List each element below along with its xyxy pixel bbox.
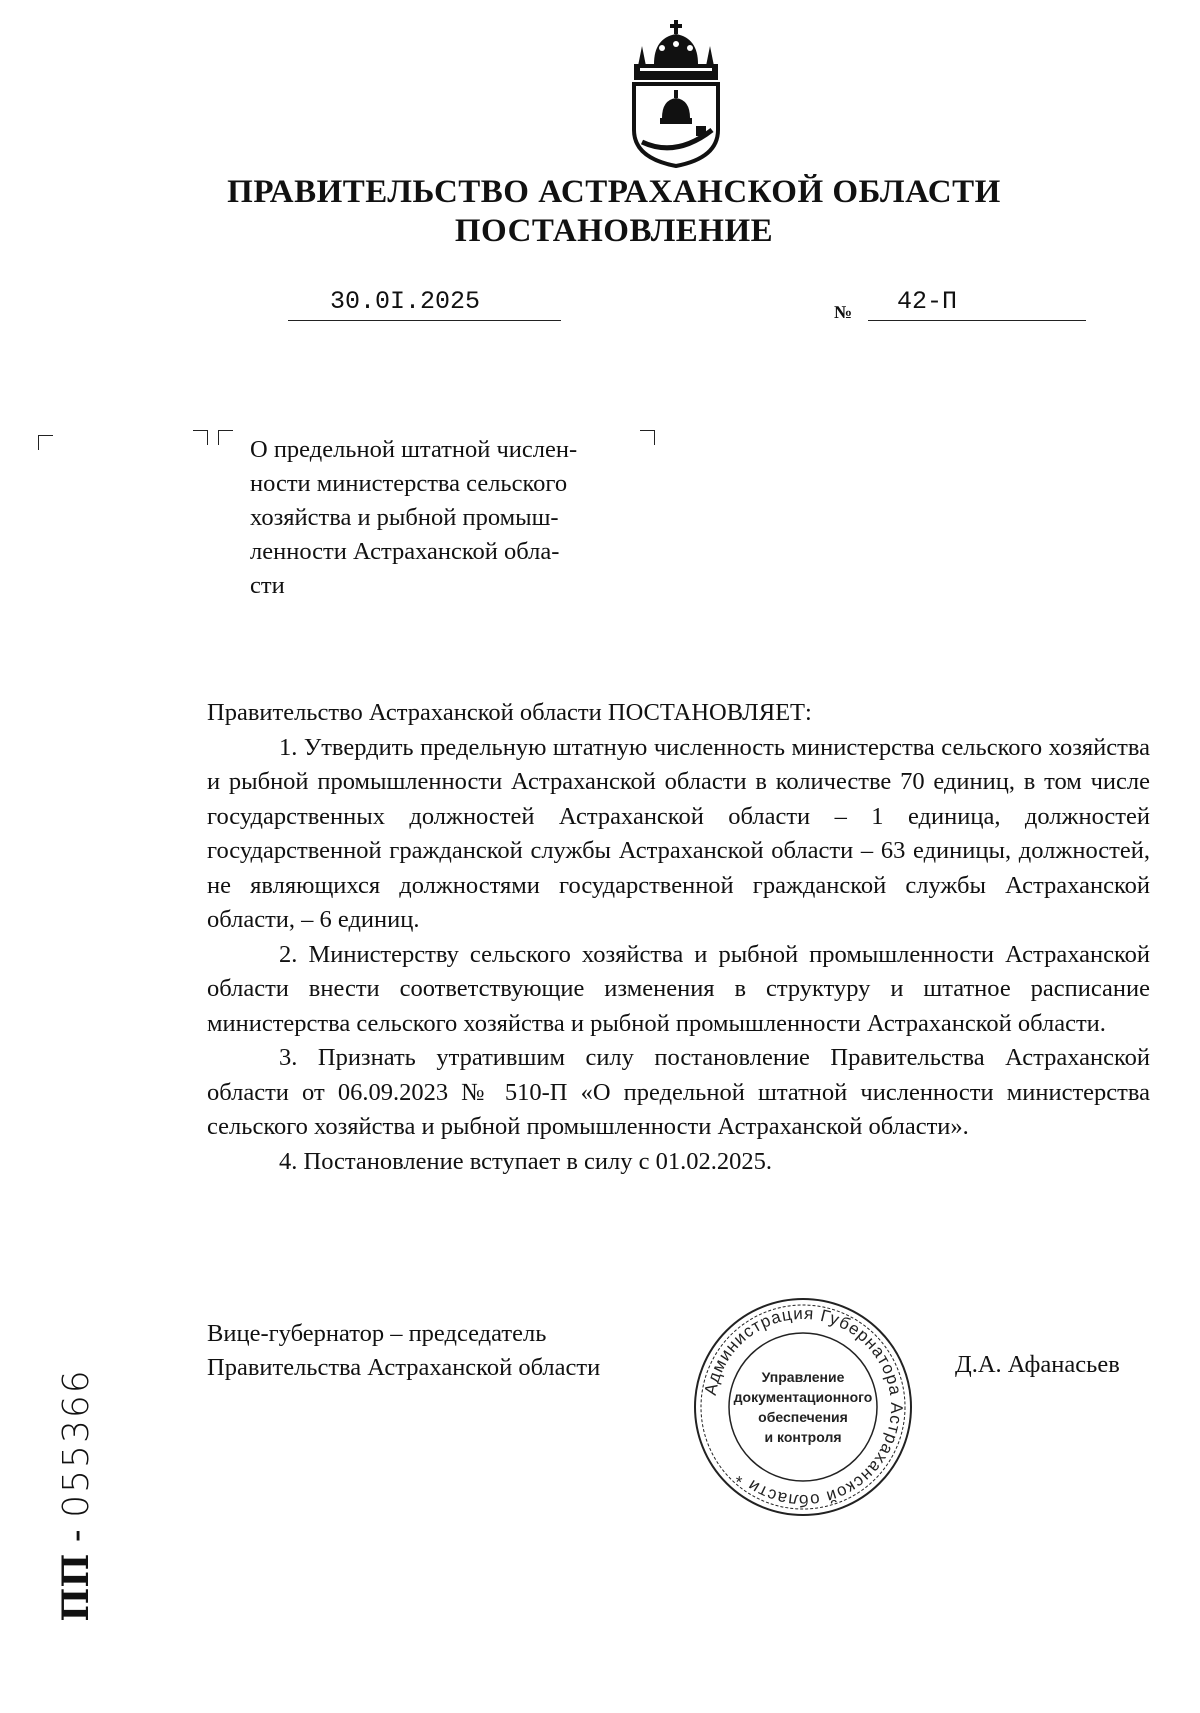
paragraph-3: 3. Признать утратившим силу постановление Правительства Астраханской области от 06.09.2023 № 510-П «О предельной штатной численности министерства сельского хозяйства и рыбной промышленности Астраханской области». — [207, 1044, 1150, 1140]
stamp-ring-text: Администрация Губернатора Астраханской области * — [700, 1303, 907, 1511]
title-corner-mark — [640, 430, 655, 445]
form-serial-number — [46, 1370, 106, 1620]
title-line: ности министерства сельского — [250, 470, 568, 497]
paragraph-2: 2. Министерству сельского хозяйства и рыбной промышленности Астраханской области внести соответствующие изменения в структуру и штатное расписание министерства сельского хозяйства и рыбной промышленности Астраханской области. — [207, 940, 1150, 1037]
stamp-center-line: обеспечения — [758, 1409, 848, 1425]
document-number: 42-П — [897, 287, 958, 316]
stamp-center-line: Управление — [761, 1369, 845, 1385]
serial-number: 055366 — [56, 1368, 97, 1518]
serial-dash: - — [56, 1517, 97, 1554]
resolution-intro: Правительство Астраханской области ПОСТАНОВЛЯЕТ: — [207, 699, 812, 726]
stamp-center-line: и контроля — [764, 1429, 842, 1445]
signatory-name: Д.А. Афанасьев — [955, 1351, 1120, 1378]
title-line: сти — [250, 572, 285, 599]
official-stamp — [692, 1296, 914, 1518]
paragraph-4: 4. Постановление вступает в силу с 01.02.2025. — [279, 1147, 773, 1175]
address-corner-mark — [38, 435, 53, 450]
date-underline — [288, 320, 561, 321]
number-sign: № — [834, 302, 853, 322]
position-line: Правительства Астраханской области — [207, 1354, 601, 1381]
document-title — [250, 433, 638, 603]
coat-of-arms-emblem — [628, 18, 724, 168]
position-line: Вице-губернатор – председатель — [207, 1320, 547, 1347]
address-corner-mark — [193, 430, 208, 445]
document-body — [207, 696, 1150, 1179]
document-type-heading: ПОСТАНОВЛЕНИЕ — [454, 213, 774, 249]
serial-prefix: ПП — [55, 1553, 97, 1622]
document-date: 30.0I.2025 — [330, 287, 481, 316]
title-line: ленности Астраханской обла- — [250, 538, 560, 565]
title-corner-mark — [218, 430, 233, 445]
title-line: О предельной штатной числен- — [250, 436, 578, 463]
title-line: хозяйства и рыбной промыш- — [250, 504, 559, 531]
stamp-center-line: документационного — [733, 1389, 873, 1405]
signatory-position — [207, 1317, 600, 1385]
number-underline — [868, 320, 1086, 321]
paragraph-1: 1. Утвердить предельную штатную численность министерства сельского хозяйства и рыбной промышленности Астраханской области в количестве 70 единиц, в том числе государственных должностей Астраханской области – 1 единица, должностей государственной гражданской службы Астраханской области – 63 единицы, должностей, не являющихся должностями государственной гражданской службы Астраханской области, – 6 единиц. — [207, 733, 1150, 933]
government-heading: ПРАВИТЕЛЬСТВО АСТРАХАНСКОЙ ОБЛАСТИ — [227, 174, 1001, 210]
